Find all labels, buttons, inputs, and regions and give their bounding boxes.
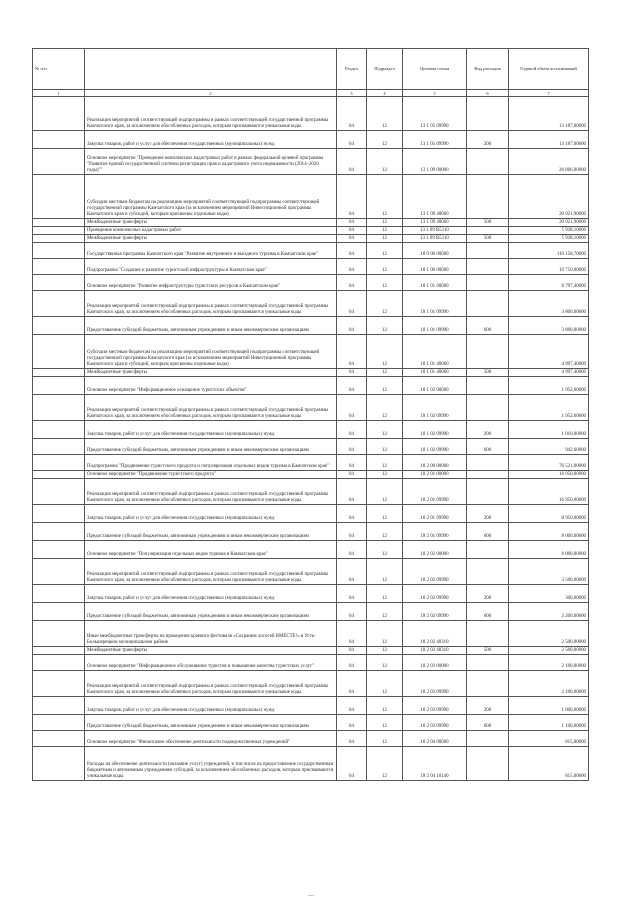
table-cell-amount: 5 938,10000 bbox=[509, 227, 589, 235]
table-cell-num bbox=[33, 471, 85, 479]
table-cell-name: Предоставление субсидий бюджетным, автономным учреждениям и иным некоммерческим организациям bbox=[85, 715, 337, 731]
table-cell-name: Субсидии местным бюджетам на реализацию мероприятий соответствующей подпрограммы соответствующей государственной программы Камчатского края (за исключением мероприятий Инвестиционной программы Камчатского края и субсидий, которым присвоены отдельные коды) bbox=[85, 175, 337, 219]
table-cell-target-article: 13 1 05 09990 bbox=[403, 131, 467, 149]
table-cell-expense-type: 200 bbox=[467, 421, 509, 439]
table-cell-amount: 8 950,00000 bbox=[509, 505, 589, 523]
table-cell-razdel: 04 bbox=[337, 603, 367, 621]
table-cell-amount: 76 521,00000 bbox=[509, 455, 589, 471]
table-cell-num bbox=[33, 421, 85, 439]
table-cell-name: Субсидии местным бюджетам на реализацию мероприятий соответствующей подпрограммы соответствующей государственной программы Камчатского края (за исключением мероприятий Инвестиционной программы Камчатского края и субсидий, которым присвоены отдельные коды) bbox=[85, 335, 337, 369]
table-cell-podrazdel: 12 bbox=[367, 647, 403, 655]
table-cell-podrazdel: 12 bbox=[367, 697, 403, 715]
table-cell-podrazdel: 12 bbox=[367, 97, 403, 131]
table-cell-expense-type: 500 bbox=[467, 219, 509, 227]
table-cell-amount: 4 997,40000 bbox=[509, 335, 589, 369]
table-cell-expense-type bbox=[467, 671, 509, 697]
table-cell-target-article: 18 1 00 00000 bbox=[403, 259, 467, 275]
table-cell-podrazdel: 12 bbox=[367, 671, 403, 697]
table-row bbox=[33, 647, 589, 655]
table-cell-target-article: 18 2 00 00000 bbox=[403, 455, 467, 471]
table-row bbox=[33, 275, 589, 291]
table-body bbox=[33, 97, 589, 781]
table-cell-amount: 16 950,00000 bbox=[509, 471, 589, 479]
table-cell-expense-type bbox=[467, 559, 509, 585]
table-cell-amount: 3 800,00000 bbox=[509, 291, 589, 317]
table-cell-podrazdel: 12 bbox=[367, 335, 403, 369]
table-cell-target-article: 18 1 01 09990 bbox=[403, 317, 467, 335]
table-cell-num bbox=[33, 523, 85, 541]
table-row bbox=[33, 369, 589, 377]
table-cell-amount: 110 158,70000 bbox=[509, 243, 589, 259]
table-cell-podrazdel: 12 bbox=[367, 541, 403, 559]
table-cell-name: Основное мероприятие "Проведение комплексных кадастровых работ в рамках федеральной целевой программы "Развитие единой государственной системы регистрации прав и кадастрового учета недвижимости (2014–2020 годы)"" bbox=[85, 149, 337, 175]
table-cell-razdel: 04 bbox=[337, 131, 367, 149]
table-cell-razdel: 04 bbox=[337, 731, 367, 747]
table-cell-num bbox=[33, 715, 85, 731]
table-cell-expense-type bbox=[467, 97, 509, 131]
table-cell-target-article: 18 1 02 00000 bbox=[403, 377, 467, 395]
table-row bbox=[33, 395, 589, 421]
table-cell-podrazdel: 12 bbox=[367, 291, 403, 317]
table-cell-amount: 6 000,00000 bbox=[509, 541, 589, 559]
table-cell-name: Реализация мероприятий соответствующей подпрограммы в рамках соответствующей государственной программы Камчатского края, за исключением обособленных расходов, которым присваиваются уникальные коды bbox=[85, 479, 337, 505]
table-cell-expense-type bbox=[467, 175, 509, 219]
column-number: 1 bbox=[33, 90, 85, 97]
table-cell-num bbox=[33, 377, 85, 395]
table-cell-podrazdel: 12 bbox=[367, 715, 403, 731]
table-cell-expense-type bbox=[467, 149, 509, 175]
table-cell-num bbox=[33, 585, 85, 603]
table-cell-podrazdel: 12 bbox=[367, 479, 403, 505]
table-cell-razdel: 04 bbox=[337, 149, 367, 175]
table-cell-name: Основное мероприятие "Продвижение туристского продукта" bbox=[85, 471, 337, 479]
table-cell-target-article: 18 1 01 00000 bbox=[403, 275, 467, 291]
table-cell-num bbox=[33, 291, 85, 317]
table-cell-target-article: 13 1 09 40060 bbox=[403, 219, 467, 227]
table-cell-expense-type: 500 bbox=[467, 235, 509, 243]
table-cell-expense-type bbox=[467, 259, 509, 275]
table-cell-target-article: 13 1 05 09990 bbox=[403, 97, 467, 131]
table-cell-razdel: 04 bbox=[337, 621, 367, 647]
table-cell-num bbox=[33, 731, 85, 747]
table-header-row bbox=[33, 49, 589, 90]
table-cell-name: Межбюджетные трансферты bbox=[85, 235, 337, 243]
table-cell-amount: 8 797,40000 bbox=[509, 275, 589, 291]
table-cell-expense-type: 200 bbox=[467, 505, 509, 523]
table-cell-name: Реализация мероприятий соответствующей подпрограммы в рамках соответствующей государственной программы Камчатского края, за исключением обособленных расходов, которым присваиваются уникальные коды bbox=[85, 559, 337, 585]
table-cell-podrazdel: 12 bbox=[367, 149, 403, 175]
table-cell-amount: 3 800,00000 bbox=[509, 317, 589, 335]
table-row bbox=[33, 455, 589, 471]
table-cell-num bbox=[33, 175, 85, 219]
table-cell-name: Закупка товаров, работ и услуг для обеспечения государственных (муниципальных) нужд bbox=[85, 131, 337, 149]
table-cell-num bbox=[33, 747, 85, 781]
table-cell-name: Межбюджетные трансферты bbox=[85, 219, 337, 227]
table-cell-num bbox=[33, 395, 85, 421]
table-cell-podrazdel: 12 bbox=[367, 523, 403, 541]
table-cell-target-article: 18 2 01 09990 bbox=[403, 523, 467, 541]
table-cell-podrazdel: 12 bbox=[367, 471, 403, 479]
table-row bbox=[33, 149, 589, 175]
table-cell-target-article: 18 2 03 09990 bbox=[403, 671, 467, 697]
table-cell-expense-type: 600 bbox=[467, 523, 509, 541]
table-row bbox=[33, 505, 589, 523]
table-cell-podrazdel: 12 bbox=[367, 131, 403, 149]
table-cell-name: Реализация мероприятий соответствующей подпрограммы в рамках соответствующей государственной программы Камчатского края, за исключением обособленных расходов, которым присваиваются уникальные коды bbox=[85, 395, 337, 421]
table-cell-amount: 942,60000 bbox=[509, 439, 589, 455]
table-row bbox=[33, 603, 589, 621]
table-cell-amount: 10 750,00000 bbox=[509, 259, 589, 275]
table-cell-expense-type bbox=[467, 621, 509, 647]
table-cell-target-article: 18 0 00 00000 bbox=[403, 243, 467, 259]
table-cell-podrazdel: 12 bbox=[367, 395, 403, 421]
table-cell-target-article: 18 1 01 09990 bbox=[403, 291, 467, 317]
table-cell-target-article: 13 1 09 00000 bbox=[403, 149, 467, 175]
table-cell-name: Подпрограмма "Продвижение туристского продукта и популяризация отдельных видов туризма в Камчатском крае" bbox=[85, 455, 337, 471]
table-cell-expense-type bbox=[467, 455, 509, 471]
table-row bbox=[33, 235, 589, 243]
table-cell-amount: 1 000,00000 bbox=[509, 697, 589, 715]
table-row bbox=[33, 97, 589, 131]
table-row bbox=[33, 471, 589, 479]
table-cell-expense-type bbox=[467, 731, 509, 747]
table-cell-target-article: 18 2 04 10140 bbox=[403, 747, 467, 781]
table-cell-podrazdel: 12 bbox=[367, 621, 403, 647]
table-cell-expense-type bbox=[467, 541, 509, 559]
table-cell-amount: 16 950,00000 bbox=[509, 479, 589, 505]
table-cell-razdel: 04 bbox=[337, 747, 367, 781]
table-cell-amount: 3 500,00000 bbox=[509, 559, 589, 585]
column-number: 3 bbox=[337, 90, 367, 97]
table-cell-amount: 1 952,60000 bbox=[509, 377, 589, 395]
table-row bbox=[33, 747, 589, 781]
page-number: — bbox=[308, 893, 314, 899]
table-cell-expense-type bbox=[467, 377, 509, 395]
column-number: 2 bbox=[85, 90, 337, 97]
table-cell-podrazdel: 12 bbox=[367, 559, 403, 585]
table-cell-podrazdel: 12 bbox=[367, 317, 403, 335]
table-row bbox=[33, 731, 589, 747]
table-cell-name: Предоставление субсидий бюджетным, автономным учреждениям и иным некоммерческим организациям bbox=[85, 523, 337, 541]
table-cell-num bbox=[33, 369, 85, 377]
table-row bbox=[33, 175, 589, 219]
table-cell-target-article: 18 2 03 00000 bbox=[403, 655, 467, 671]
column-number-row bbox=[33, 90, 589, 97]
table-cell-razdel: 04 bbox=[337, 377, 367, 395]
table-cell-expense-type bbox=[467, 395, 509, 421]
header-num: № п/п bbox=[33, 49, 85, 90]
table-cell-podrazdel: 12 bbox=[367, 731, 403, 747]
table-cell-amount: 2 500,00000 bbox=[509, 647, 589, 655]
table-cell-expense-type bbox=[467, 747, 509, 781]
table-cell-expense-type bbox=[467, 243, 509, 259]
table-cell-amount: 13 187,00000 bbox=[509, 131, 589, 149]
table-cell-target-article: 18 2 02 00000 bbox=[403, 541, 467, 559]
table-cell-target-article: 18 1 02 09990 bbox=[403, 395, 467, 421]
table-cell-razdel: 04 bbox=[337, 585, 367, 603]
table-cell-target-article: 18 2 04 00000 bbox=[403, 731, 467, 747]
table-cell-razdel: 04 bbox=[337, 523, 367, 541]
table-row bbox=[33, 243, 589, 259]
table-cell-num bbox=[33, 235, 85, 243]
table-cell-target-article: 18 2 01 09990 bbox=[403, 479, 467, 505]
table-cell-razdel: 04 bbox=[337, 175, 367, 219]
table-row bbox=[33, 585, 589, 603]
table-cell-name: Предоставление субсидий бюджетным, автономным учреждениям и иным некоммерческим организациям bbox=[85, 603, 337, 621]
table-cell-target-article: 18 2 02 40310 bbox=[403, 621, 467, 647]
table-cell-name: Закупка товаров, работ и услуг для обеспечения государственных (муниципальных) нужд bbox=[85, 505, 337, 523]
table-cell-target-article: 18 2 02 40310 bbox=[403, 647, 467, 655]
table-cell-amount: 20 921,90000 bbox=[509, 175, 589, 219]
table-cell-target-article: 18 2 02 09990 bbox=[403, 585, 467, 603]
table-cell-target-article: 18 2 01 00000 bbox=[403, 471, 467, 479]
table-cell-razdel: 04 bbox=[337, 335, 367, 369]
table-cell-razdel: 04 bbox=[337, 655, 367, 671]
table-row bbox=[33, 697, 589, 715]
header-annual-amount: Годовой объем ассигнований bbox=[509, 49, 589, 90]
table-cell-amount: 1 952,60000 bbox=[509, 395, 589, 421]
table-cell-target-article: 18 2 02 09990 bbox=[403, 559, 467, 585]
table-cell-num bbox=[33, 97, 85, 131]
column-number: 5 bbox=[403, 90, 467, 97]
table-cell-razdel: 04 bbox=[337, 697, 367, 715]
table-row bbox=[33, 479, 589, 505]
table-row bbox=[33, 715, 589, 731]
table-row bbox=[33, 377, 589, 395]
table-cell-razdel: 04 bbox=[337, 291, 367, 317]
table-cell-target-article: 18 1 02 09990 bbox=[403, 421, 467, 439]
table-cell-name: Реализация мероприятий соответствующей подпрограммы в рамках соответствующей государственной программы Камчатского края, за исключением обособленных расходов, которым присваиваются уникальные коды bbox=[85, 671, 337, 697]
table-cell-name: Проведение комплексных кадастровых работ bbox=[85, 227, 337, 235]
table-row bbox=[33, 559, 589, 585]
table-cell-expense-type bbox=[467, 291, 509, 317]
table-cell-podrazdel: 12 bbox=[367, 377, 403, 395]
table-cell-num bbox=[33, 149, 85, 175]
table-cell-expense-type: 200 bbox=[467, 131, 509, 149]
table-cell-razdel: 04 bbox=[337, 219, 367, 227]
table-cell-num bbox=[33, 131, 85, 149]
header-podrazdel: Подраздел bbox=[367, 49, 403, 90]
table-cell-podrazdel: 12 bbox=[367, 439, 403, 455]
table-cell-name: Межбюджетные трансферты bbox=[85, 647, 337, 655]
table-cell-amount: 8 000,00000 bbox=[509, 523, 589, 541]
table-cell-num bbox=[33, 541, 85, 559]
table-cell-num bbox=[33, 259, 85, 275]
table-cell-name: Предоставление субсидий бюджетным, автономным учреждениям и иным некоммерческим организациям bbox=[85, 439, 337, 455]
table-cell-podrazdel: 12 bbox=[367, 655, 403, 671]
table-cell-num bbox=[33, 317, 85, 335]
table-cell-razdel: 04 bbox=[337, 317, 367, 335]
table-cell-podrazdel: 12 bbox=[367, 505, 403, 523]
table-cell-razdel: 04 bbox=[337, 97, 367, 131]
table-cell-expense-type bbox=[467, 471, 509, 479]
table-cell-name: Основное мероприятие "Информационное оснащение туристских объектов" bbox=[85, 377, 337, 395]
column-number: 4 bbox=[367, 90, 403, 97]
table-cell-podrazdel: 12 bbox=[367, 369, 403, 377]
table-cell-expense-type: 600 bbox=[467, 317, 509, 335]
table-cell-expense-type bbox=[467, 335, 509, 369]
table-cell-podrazdel: 12 bbox=[367, 175, 403, 219]
table-cell-num bbox=[33, 621, 85, 647]
table-cell-target-article: 13 1 09 40060 bbox=[403, 175, 467, 219]
table-cell-amount: 13 187,00000 bbox=[509, 97, 589, 131]
table-cell-podrazdel: 12 bbox=[367, 275, 403, 291]
table-cell-podrazdel: 12 bbox=[367, 235, 403, 243]
table-cell-num bbox=[33, 655, 85, 671]
table-cell-razdel: 04 bbox=[337, 369, 367, 377]
table-row bbox=[33, 421, 589, 439]
table-cell-razdel: 04 bbox=[337, 455, 367, 471]
table-cell-amount: 3 200,00000 bbox=[509, 603, 589, 621]
table-cell-name: Реализация мероприятий соответствующей подпрограммы в рамках соответствующей государственной программы Камчатского края, за исключением обособленных расходов, которым присваиваются уникальные коды bbox=[85, 291, 337, 317]
table-cell-amount: 1 100,00000 bbox=[509, 715, 589, 731]
table-row bbox=[33, 671, 589, 697]
table-cell-amount: 26 866,00000 bbox=[509, 149, 589, 175]
table-cell-expense-type: 600 bbox=[467, 715, 509, 731]
table-row bbox=[33, 655, 589, 671]
table-cell-num bbox=[33, 219, 85, 227]
table-cell-num bbox=[33, 455, 85, 471]
table-cell-target-article: 13 1 09 R5110 bbox=[403, 227, 467, 235]
table-row bbox=[33, 219, 589, 227]
table-cell-amount: 815,00000 bbox=[509, 747, 589, 781]
table-cell-razdel: 04 bbox=[337, 715, 367, 731]
header-expense-type: Вид расходов bbox=[467, 49, 509, 90]
table-cell-num bbox=[33, 335, 85, 369]
table-cell-num bbox=[33, 227, 85, 235]
table-cell-amount: 4 997,40000 bbox=[509, 369, 589, 377]
table-cell-razdel: 04 bbox=[337, 559, 367, 585]
table-cell-name: Предоставление субсидий бюджетным, автономным учреждениям и иным некоммерческим организациям bbox=[85, 317, 337, 335]
table-cell-name: Основное мероприятие "Развитие инфраструктуры туристских ресурсов в Камчатском крае" bbox=[85, 275, 337, 291]
table-row bbox=[33, 439, 589, 455]
table-cell-podrazdel: 12 bbox=[367, 243, 403, 259]
table-row bbox=[33, 541, 589, 559]
table-cell-target-article: 18 1 01 40060 bbox=[403, 369, 467, 377]
table-row bbox=[33, 259, 589, 275]
table-cell-expense-type bbox=[467, 227, 509, 235]
table-cell-num bbox=[33, 243, 85, 259]
table-cell-podrazdel: 12 bbox=[367, 421, 403, 439]
table-cell-podrazdel: 12 bbox=[367, 219, 403, 227]
table-cell-expense-type: 600 bbox=[467, 439, 509, 455]
table-cell-podrazdel: 12 bbox=[367, 227, 403, 235]
table-cell-razdel: 04 bbox=[337, 471, 367, 479]
table-cell-razdel: 04 bbox=[337, 439, 367, 455]
table-cell-razdel: 04 bbox=[337, 275, 367, 291]
table-cell-target-article: 18 2 02 09990 bbox=[403, 603, 467, 621]
column-number: 7 bbox=[509, 90, 589, 97]
budget-table bbox=[32, 48, 589, 781]
table-cell-num bbox=[33, 275, 85, 291]
table-cell-name: Подпрограмма "Создание и развитие туристской инфраструктуры в Камчатском крае" bbox=[85, 259, 337, 275]
table-cell-num bbox=[33, 697, 85, 715]
header-target-article: Целевая статья bbox=[403, 49, 467, 90]
table-cell-razdel: 04 bbox=[337, 671, 367, 697]
table-cell-podrazdel: 12 bbox=[367, 747, 403, 781]
table-cell-name: Основное мероприятие "Информационное обслуживание туристов и повышение качества туристских услуг" bbox=[85, 655, 337, 671]
table-cell-num bbox=[33, 479, 85, 505]
table-cell-num bbox=[33, 559, 85, 585]
table-cell-target-article: 18 1 02 09990 bbox=[403, 439, 467, 455]
table-cell-razdel: 04 bbox=[337, 395, 367, 421]
table-cell-razdel: 04 bbox=[337, 541, 367, 559]
table-row bbox=[33, 317, 589, 335]
table-cell-target-article: 18 2 03 09990 bbox=[403, 715, 467, 731]
table-cell-name: Расходы на обеспечение деятельности (оказание услуг) учреждений, в том числе на предоставление государственным бюджетным и автономным учреждениям субсидий, за исключением обособленных расходов, которым присваиваются уникальные коды bbox=[85, 747, 337, 781]
table-cell-razdel: 04 bbox=[337, 647, 367, 655]
table-cell-num bbox=[33, 505, 85, 523]
table-cell-expense-type: 200 bbox=[467, 697, 509, 715]
table-cell-name: Закупка товаров, работ и услуг для обеспечения государственных (муниципальных) нужд bbox=[85, 421, 337, 439]
table-row bbox=[33, 335, 589, 369]
table-cell-razdel: 04 bbox=[337, 479, 367, 505]
table-cell-podrazdel: 12 bbox=[367, 455, 403, 471]
table-cell-num bbox=[33, 439, 85, 455]
table-cell-target-article: 13 1 09 R5110 bbox=[403, 235, 467, 243]
table-cell-razdel: 04 bbox=[337, 421, 367, 439]
table-cell-razdel: 04 bbox=[337, 505, 367, 523]
table-cell-podrazdel: 12 bbox=[367, 585, 403, 603]
table-cell-expense-type bbox=[467, 655, 509, 671]
table-cell-razdel: 04 bbox=[337, 243, 367, 259]
table-cell-name: Закупка товаров, работ и услуг для обеспечения государственных (муниципальных) нужд bbox=[85, 697, 337, 715]
table-cell-amount: 5 938,10000 bbox=[509, 235, 589, 243]
table-row bbox=[33, 523, 589, 541]
header-name bbox=[85, 49, 337, 90]
table-cell-name: Государственная программа Камчатского края "Развитие внутреннего и въездного туризма в Камчатском крае" bbox=[85, 243, 337, 259]
table-cell-amount: 2 500,00000 bbox=[509, 621, 589, 647]
table-cell-expense-type: 600 bbox=[467, 603, 509, 621]
table-cell-amount: 20 921,90000 bbox=[509, 219, 589, 227]
table-cell-target-article: 18 2 01 09990 bbox=[403, 505, 467, 523]
table-cell-expense-type bbox=[467, 479, 509, 505]
column-number: 6 bbox=[467, 90, 509, 97]
table-cell-amount: 2 100,00000 bbox=[509, 655, 589, 671]
table-cell-num bbox=[33, 603, 85, 621]
table-cell-expense-type bbox=[467, 275, 509, 291]
table-cell-amount: 300,00000 bbox=[509, 585, 589, 603]
table-cell-name: Иные межбюджетные трансферты на проведение краевого фестиваля «Сохраним лососей ВМЕСТЕ!» в Усть-Большерецком муниципальном районе bbox=[85, 621, 337, 647]
table-cell-amount: 2 100,00000 bbox=[509, 671, 589, 697]
table-cell-podrazdel: 12 bbox=[367, 603, 403, 621]
table-cell-razdel: 04 bbox=[337, 227, 367, 235]
table-row bbox=[33, 621, 589, 647]
table-cell-name: Закупка товаров, работ и услуг для обеспечения государственных (муниципальных) нужд bbox=[85, 585, 337, 603]
table-cell-amount: 815,00000 bbox=[509, 731, 589, 747]
table-cell-name: Основное мероприятие "Финансовое обеспечение деятельности подведомственных учреждений" bbox=[85, 731, 337, 747]
table-cell-name: Основное мероприятие "Популяризация отдельных видов туризма в Камчатском крае" bbox=[85, 541, 337, 559]
table-cell-razdel: 04 bbox=[337, 235, 367, 243]
table-row bbox=[33, 131, 589, 149]
table-cell-num bbox=[33, 647, 85, 655]
table-cell-expense-type: 500 bbox=[467, 647, 509, 655]
table-cell-num bbox=[33, 671, 85, 697]
table-cell-amount: 1 010,00000 bbox=[509, 421, 589, 439]
table-cell-expense-type: 200 bbox=[467, 585, 509, 603]
table-cell-razdel: 04 bbox=[337, 259, 367, 275]
table-cell-name: Реализация мероприятий соответствующей подпрограммы в рамках соответствующей государственной программы Камчатского края, за исключением обособленных расходов, которым присваиваются уникальные коды bbox=[85, 97, 337, 131]
table-cell-name: Межбюджетные трансферты bbox=[85, 369, 337, 377]
table-cell-target-article: 18 1 01 40060 bbox=[403, 335, 467, 369]
table-row bbox=[33, 227, 589, 235]
table-cell-expense-type: 500 bbox=[467, 369, 509, 377]
header-razdel: Раздел bbox=[337, 49, 367, 90]
table-cell-podrazdel: 12 bbox=[367, 259, 403, 275]
table-cell-target-article: 18 2 03 09990 bbox=[403, 697, 467, 715]
table-row bbox=[33, 291, 589, 317]
